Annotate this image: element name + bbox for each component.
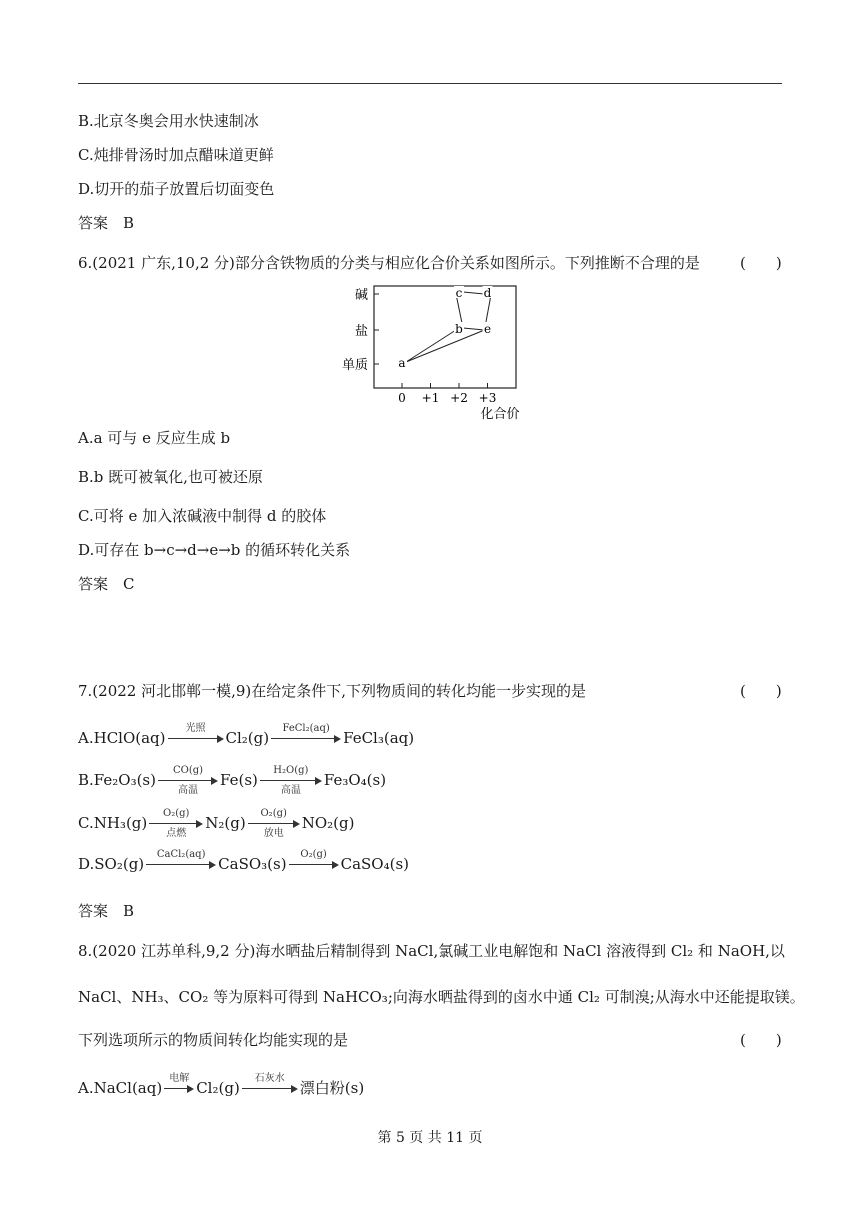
header-rule: [78, 83, 782, 84]
q6-option-a: A.a 可与 e 反应生成 b: [78, 429, 231, 447]
q5-answer: 答案 B: [78, 214, 135, 232]
chart-connections: [406, 292, 492, 362]
q8-stem-line-3: 下列选项所示的物质间转化均能实现的是: [78, 1031, 349, 1049]
chart-x-tick-label: +2: [450, 391, 468, 405]
chart-connection: [463, 292, 485, 294]
q5-option-d: D.切开的茄子放置后切面变色: [78, 180, 275, 198]
iron-valence-chart: [330, 278, 530, 423]
chart-y-label: 盐: [354, 324, 368, 339]
chart-x-tick-label: +3: [478, 391, 497, 405]
q6-option-c: C.可将 e 加入浓碱液中制得 d 的胶体: [78, 507, 327, 525]
q7-c-arrow-1: O₂(g) 点燃: [149, 808, 203, 840]
q8-a-arrow-2: 石灰水: [242, 1073, 298, 1105]
q6-option-d: D.可存在 b→c→d→e→b 的循环转化关系: [78, 541, 351, 559]
chart-point-a: a: [398, 356, 406, 370]
q7-c-arrow-2: O₂(g) 放电: [248, 808, 300, 840]
q6-answer-paren: ( ): [740, 254, 782, 272]
q7-option-d: D.SO₂(g) CaCl₂(aq) CaSO₃(s) O₂(g) CaSO₄(s): [78, 848, 409, 881]
q7-option-a: A.HClO(aq) 光照 Cl₂(g) FeCl₂(aq) FeCl₃(aq): [78, 722, 414, 755]
q6-answer: 答案 C: [78, 575, 135, 593]
page-footer: 第 5 页 共 11 页: [377, 1130, 483, 1146]
chart-point-e: e: [483, 322, 492, 336]
q7-answer: 答案 B: [78, 902, 135, 920]
q6-stem: 6.(2021 广东,10,2 分)部分含铁物质的分类与相应化合价关系如图所示。下列推断不合理的是: [78, 254, 700, 272]
chart-y-label: 单质: [341, 358, 368, 373]
q8-a-arrow-1: 电解: [164, 1073, 194, 1105]
chart-x-ticks: [398, 383, 496, 405]
q5-option-b: B.北京冬奥会用水快速制冰: [78, 112, 259, 130]
q8-answer-paren: ( ): [740, 1031, 782, 1049]
q8-stem-line-2: NaCl、NH₃、CO₂ 等为原料可得到 NaHCO₃;向海水晒盐得到的卤水中通 Cl₂ 可制溴;从海水中还能提取镁。: [78, 988, 805, 1006]
q7-stem: 7.(2022 河北邯郸一模,9)在给定条件下,下列物质间的转化均能一步实现的是: [78, 682, 587, 700]
q7-b-arrow-1: CO(g) 高温: [158, 765, 218, 797]
q7-option-c: C.NH₃(g) O₂(g) 点燃 N₂(g) O₂(g) 放电 NO₂(g): [78, 808, 355, 839]
chart-point-d: d: [483, 286, 492, 300]
chart-connection: [406, 330, 456, 362]
q7-d-arrow-1: CaCl₂(aq): [146, 849, 216, 881]
q7-b-arrow-2: H₂O(g) 高温: [260, 765, 322, 797]
q7-a-arrow-2: FeCl₂(aq): [271, 723, 341, 755]
chart-point-labels: [397, 286, 493, 370]
q7-option-b: B.Fe₂O₃(s) CO(g) 高温 Fe(s) H₂O(g) 高温 Fe₃O₄(s): [78, 765, 387, 796]
q7-answer-paren: ( ): [740, 682, 782, 700]
q7-a-arrow-1: 光照: [168, 723, 224, 755]
chart-x-axis-label: 化合价: [480, 407, 520, 422]
q8-option-a: A.NaCl(aq) 电解 Cl₂(g) 石灰水 漂白粉(s): [78, 1072, 364, 1105]
chart-connection: [463, 328, 485, 330]
q6-option-b: B.b 既可被氧化,也可被还原: [78, 468, 263, 486]
chart-x-tick-label: +1: [421, 391, 440, 405]
chart-x-tick-label: 0: [398, 391, 406, 405]
q7-d-arrow-2: O₂(g): [289, 849, 339, 881]
q8-stem-line-1: 8.(2020 江苏单科,9,2 分)海水晒盐后精制得到 NaCl,氯碱工业电解饱和 NaCl 溶液得到 Cl₂ 和 NaOH,以: [78, 942, 785, 960]
chart-point-c: c: [455, 286, 463, 300]
chart-point-b: b: [455, 322, 463, 336]
chart-connection: [406, 330, 485, 362]
chart-y-label: 碱: [354, 288, 368, 303]
q5-option-c: C.炖排骨汤时加点醋味道更鲜: [78, 146, 274, 164]
